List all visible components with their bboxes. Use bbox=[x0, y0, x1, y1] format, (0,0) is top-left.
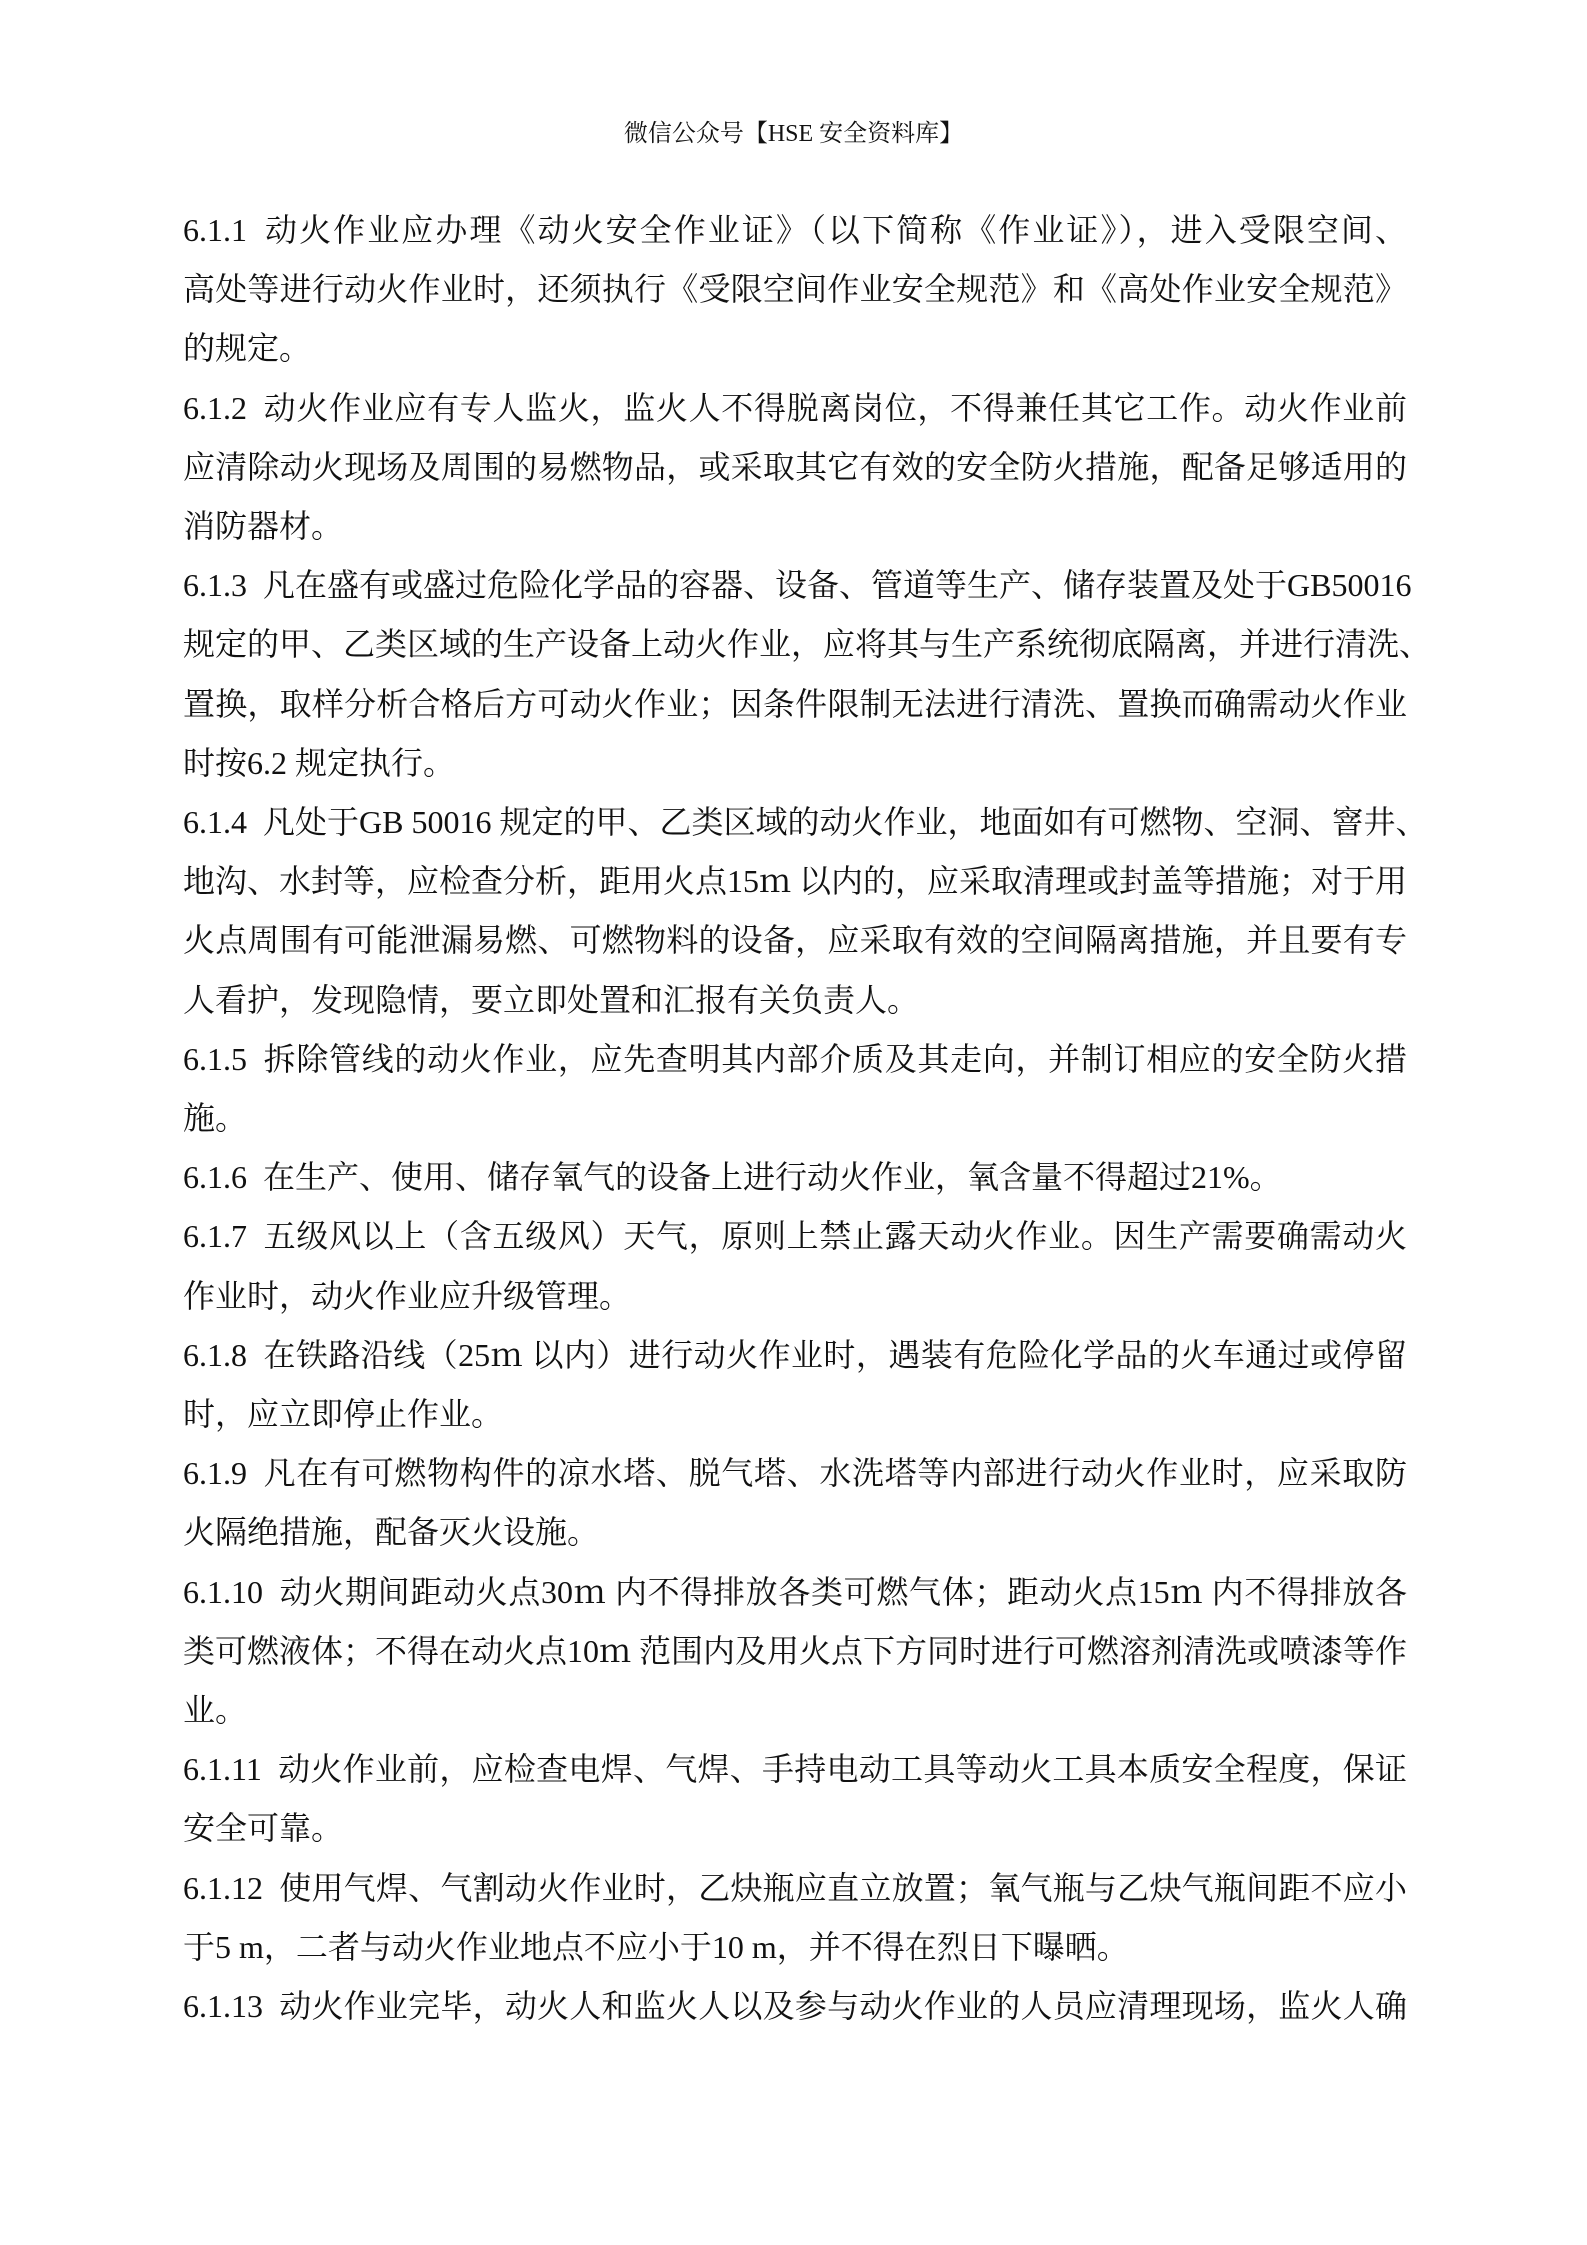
clause-text: 动火作业完毕，动火人和监火人以及参与动火作业的人员应清理现场，监火人确 bbox=[279, 1988, 1407, 2025]
clause-text: 动火作业前，应检查电焊、气焊、手持电动工具等动火工具本质安全程度，保证 bbox=[277, 1751, 1407, 1788]
clause-text: 动火作业应有专人监火，监火人不得脱离岗位，不得兼任其它工作。动火作业前 bbox=[263, 389, 1407, 426]
clause-6-1-9 bbox=[183, 1444, 1407, 1562]
clause-number: 6.1.11 bbox=[183, 1751, 262, 1788]
clause-line: 施。 bbox=[183, 1100, 248, 1137]
clause-text: 凡在盛有或盛过危险化学品的容器、设备、管道等生产、储存装置及处于GB50016 bbox=[263, 567, 1412, 604]
clause-number: 6.1.9 bbox=[183, 1455, 247, 1492]
clause-line: 消防器材。 bbox=[183, 508, 344, 545]
clause-line bbox=[183, 1444, 1407, 1503]
clause-text: 动火期间距动火点30ｍ 内不得排放各类可燃气体；距动火点15ｍ 内不得排放各 bbox=[279, 1573, 1407, 1610]
clause-6-1-10 bbox=[183, 1563, 1407, 1741]
clause-line: 业。 bbox=[183, 1692, 248, 1729]
clause-line: 时，应立即停止作业。 bbox=[183, 1396, 504, 1433]
clause-6-1-5 bbox=[183, 1030, 1407, 1148]
clause-text: 在铁路沿线（25ｍ 以内）进行动火作业时，遇装有危险化学品的火车通过或停留 bbox=[263, 1336, 1407, 1373]
clause-line bbox=[183, 379, 1407, 438]
clause-number: 6.1.13 bbox=[183, 1988, 263, 2025]
clause-text: 凡在有可燃物构件的凉水塔、脱气塔、水洗塔等内部进行动火作业时，应采取防 bbox=[263, 1455, 1407, 1492]
clause-number: 6.1.1 bbox=[183, 212, 247, 248]
clause-line bbox=[183, 1563, 1407, 1622]
clause-6-1-12 bbox=[183, 1859, 1407, 1977]
clause-line bbox=[183, 1148, 1407, 1207]
clause-6-1-7 bbox=[183, 1207, 1407, 1325]
clause-line: 应清除动火现场及周围的易燃物品，或采取其它有效的安全防火措施，配备足够适用的 bbox=[183, 448, 1407, 485]
clause-line: 作业时，动火作业应升级管理。 bbox=[183, 1277, 632, 1314]
clause-6-1-1 bbox=[183, 201, 1407, 379]
clause-6-1-3 bbox=[183, 556, 1432, 793]
clause-6-1-6 bbox=[183, 1148, 1407, 1207]
clause-line: 高处等进行动火作业时，还须执行《受限空间作业安全规范》和《高处作业安全规范》 bbox=[183, 271, 1407, 308]
clause-line: 火点周围有可能泄漏易燃、可燃物料的设备，应采取有效的空间隔离措施，并且要有专 bbox=[183, 922, 1407, 959]
clause-text: 五级风以上（含五级风）天气，原则上禁止露天动火作业。因生产需要确需动火 bbox=[263, 1218, 1407, 1255]
clause-text: 在生产、使用、储存氧气的设备上进行动火作业，氧含量不得超过21%。 bbox=[263, 1159, 1282, 1196]
clause-number: 6.1.8 bbox=[183, 1336, 247, 1373]
clause-line bbox=[183, 1740, 1407, 1799]
clause-text: 使用气焊、气割动火作业时，乙炔瓶应直立放置；氧气瓶与乙炔气瓶间距不应小 bbox=[279, 1869, 1407, 1906]
clause-line: 于5 m，二者与动火作业地点不应小于10 m，并不得在烈日下曝晒。 bbox=[183, 1928, 1129, 1965]
clause-number: 6.1.3 bbox=[183, 567, 247, 604]
clause-line bbox=[183, 1207, 1407, 1266]
clause-number: 6.1.6 bbox=[183, 1159, 247, 1196]
clause-6-1-11 bbox=[183, 1740, 1407, 1858]
clause-line: 火隔绝措施，配备灭火设施。 bbox=[183, 1514, 600, 1551]
clause-number: 6.1.7 bbox=[183, 1218, 247, 1255]
document-body bbox=[183, 201, 1432, 2036]
clause-line bbox=[183, 1030, 1407, 1089]
clause-line bbox=[183, 556, 1412, 615]
clause-line: 人看护，发现隐情，要立即处置和汇报有关负责人。 bbox=[183, 981, 920, 1018]
clause-number: 6.1.4 bbox=[183, 804, 247, 841]
clause-number: 6.1.2 bbox=[183, 389, 247, 426]
clause-line: 类可燃液体；不得在动火点10ｍ 范围内及用火点下方同时进行可燃溶剂清洗或喷漆等作 bbox=[183, 1632, 1408, 1669]
page-header: 微信公众号【HSE 安全资料库】 bbox=[623, 121, 964, 147]
clause-number: 6.1.12 bbox=[183, 1869, 263, 1906]
clause-number: 6.1.5 bbox=[183, 1040, 247, 1077]
clause-line bbox=[183, 1326, 1407, 1385]
clause-6-1-4 bbox=[183, 793, 1428, 1030]
clause-line: 的规定。 bbox=[183, 330, 312, 367]
clause-line: 时按6.2 规定执行。 bbox=[183, 744, 456, 781]
clause-line bbox=[183, 1859, 1407, 1918]
clause-line bbox=[183, 201, 1407, 260]
clause-6-1-2 bbox=[183, 379, 1407, 557]
clause-text: 动火作业应办理《动火安全作业证》（以下简称《作业证》），进入受限空间、 bbox=[263, 212, 1407, 248]
clause-6-1-13 bbox=[183, 1977, 1407, 2036]
clause-text: 凡处于GB 50016 规定的甲、乙类区域的动火作业，地面如有可燃物、空洞、窨井、 bbox=[263, 804, 1428, 841]
clause-line bbox=[183, 793, 1428, 852]
clause-line: 地沟、水封等，应检查分析，距用火点15ｍ 以内的，应采取清理或封盖等措施；对于用 bbox=[183, 863, 1408, 900]
clause-text: 拆除管线的动火作业，应先查明其内部介质及其走向，并制订相应的安全防火措 bbox=[263, 1040, 1407, 1077]
clause-6-1-8 bbox=[183, 1326, 1407, 1444]
clause-number: 6.1.10 bbox=[183, 1573, 263, 1610]
clause-line bbox=[183, 1977, 1407, 2036]
clause-line: 规定的甲、乙类区域的生产设备上动火作业，应将其与生产系统彻底隔离，并进行清洗、 bbox=[183, 626, 1432, 663]
clause-line: 安全可靠。 bbox=[183, 1810, 344, 1847]
clause-line: 置换，取样分析合格后方可动火作业；因条件限制无法进行清洗、置换而确需动火作业 bbox=[183, 685, 1407, 722]
